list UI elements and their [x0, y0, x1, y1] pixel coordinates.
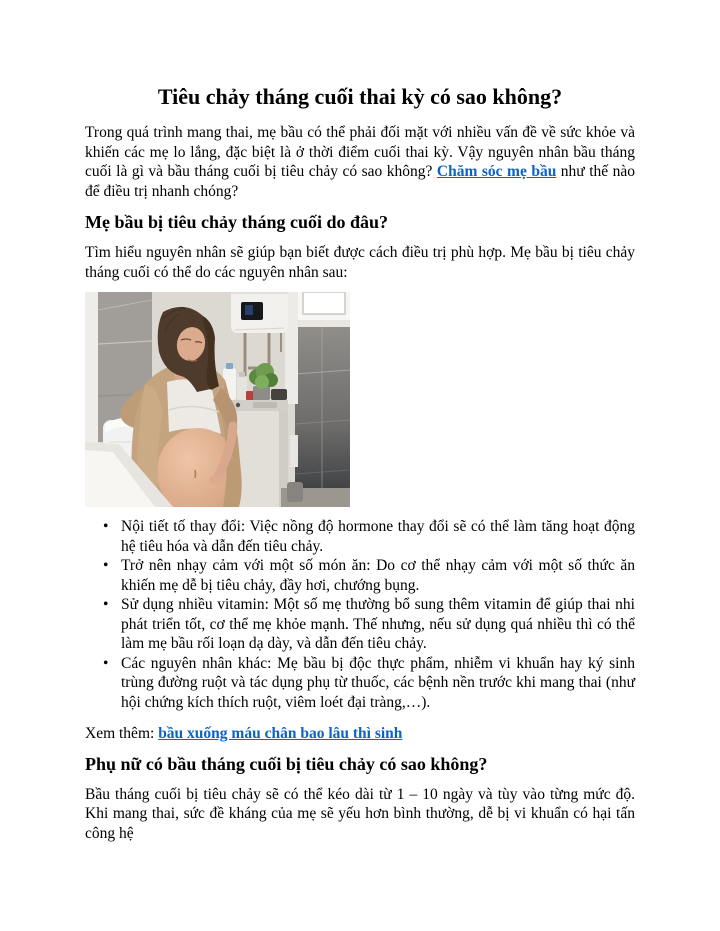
- causes-section-heading: Mẹ bầu bị tiêu chảy tháng cuối do đâu?: [85, 212, 389, 232]
- see-also-label: Xem thêm:: [85, 725, 159, 742]
- intro-text-after-link: như thế nào để điều trị nhanh chóng?: [85, 163, 635, 200]
- window: [298, 292, 350, 327]
- page-title: Tiêu chảy tháng cuối thai kỳ có sao không?: [157, 84, 563, 109]
- cause-item-other: • Các nguyên nhân khác: Mẹ bầu bị độc thực phẩm, nhiễm vi khuẩn hay ký sinh trùng đường ruột và tác dụng phụ từ thuốc, các bệnh nền trước khi mang thai (như hội chứng kích thích ruột, viêm loét đại tràng,…).: [85, 654, 635, 713]
- outcome-section-heading: Phụ nữ có bầu tháng cuối bị tiêu chảy có sao không?: [85, 753, 488, 774]
- outcome-paragraph: Bầu tháng cuối bị tiêu chảy sẽ có thể kéo dài từ 1 – 10 ngày và tùy vào từng mức độ. Khi mang thai, sức đề kháng của mẹ sẽ yếu hơn bình thường, dễ bị vi khuẩn có hại tấn công hệ: [85, 785, 635, 842]
- cause-item-food-sensitivity: • Trở nên nhạy cảm với một số món ăn: Do cơ thể nhạy cảm với một số thức ăn khiến mẹ dễ bị tiêu chảy, đầy hơi, chướng bụng.: [85, 556, 635, 595]
- cham-soc-me-bau-link[interactable]: Chăm sóc mẹ bầu: [436, 163, 557, 180]
- see-also-line: [85, 724, 635, 744]
- intro-text-before-link: Trong quá trình mang thai, mẹ bầu có thể phải đối mặt với nhiều vấn đề về sức khỏe và khiến các mẹ lo lắng, đặc biệt là ở thời điểm cuối thai kỳ. Vậy nguyên nhân bầu tháng cuối là gì và bầu tháng cuối bị tiêu chảy có sao không?: [85, 124, 635, 180]
- causes-list: [85, 517, 635, 712]
- xem-them-link[interactable]: bầu xuống máu chân bao lâu thì sinh: [158, 725, 403, 742]
- right-tile-wall: [295, 327, 350, 507]
- pregnant-woman-bathroom-photo: [85, 292, 350, 507]
- toilet-brush-cup: [287, 482, 303, 502]
- water-heater: [231, 292, 288, 333]
- pvc-pipe: [290, 435, 298, 467]
- cause-item-hormones: • Nội tiết tố thay đổi: Việc nồng độ hormone thay đổi sẽ có thể làm tăng hoạt động hệ tiêu hóa và dẫn đến tiêu chảy.: [85, 517, 635, 556]
- causes-lead-paragraph: Tìm hiểu nguyên nhân sẽ giúp bạn biết được cách điều trị phù hợp. Mẹ bầu bị tiêu chảy tháng cuối có thể do các nguyên nhân sau:: [85, 244, 635, 281]
- cause-item-vitamins: • Sử dụng nhiều vitamin: Một số mẹ thường bổ sung thêm vitamin để giúp thai nhi phát triển tốt, cơ thể mẹ khỏe mạnh. Thế nhưng, nếu sử dụng quá nhiều thì có thể làm mẹ bầu rối loạn dạ dày, và dẫn đến tiêu chảy.: [85, 595, 635, 654]
- intro-paragraph: [85, 123, 635, 201]
